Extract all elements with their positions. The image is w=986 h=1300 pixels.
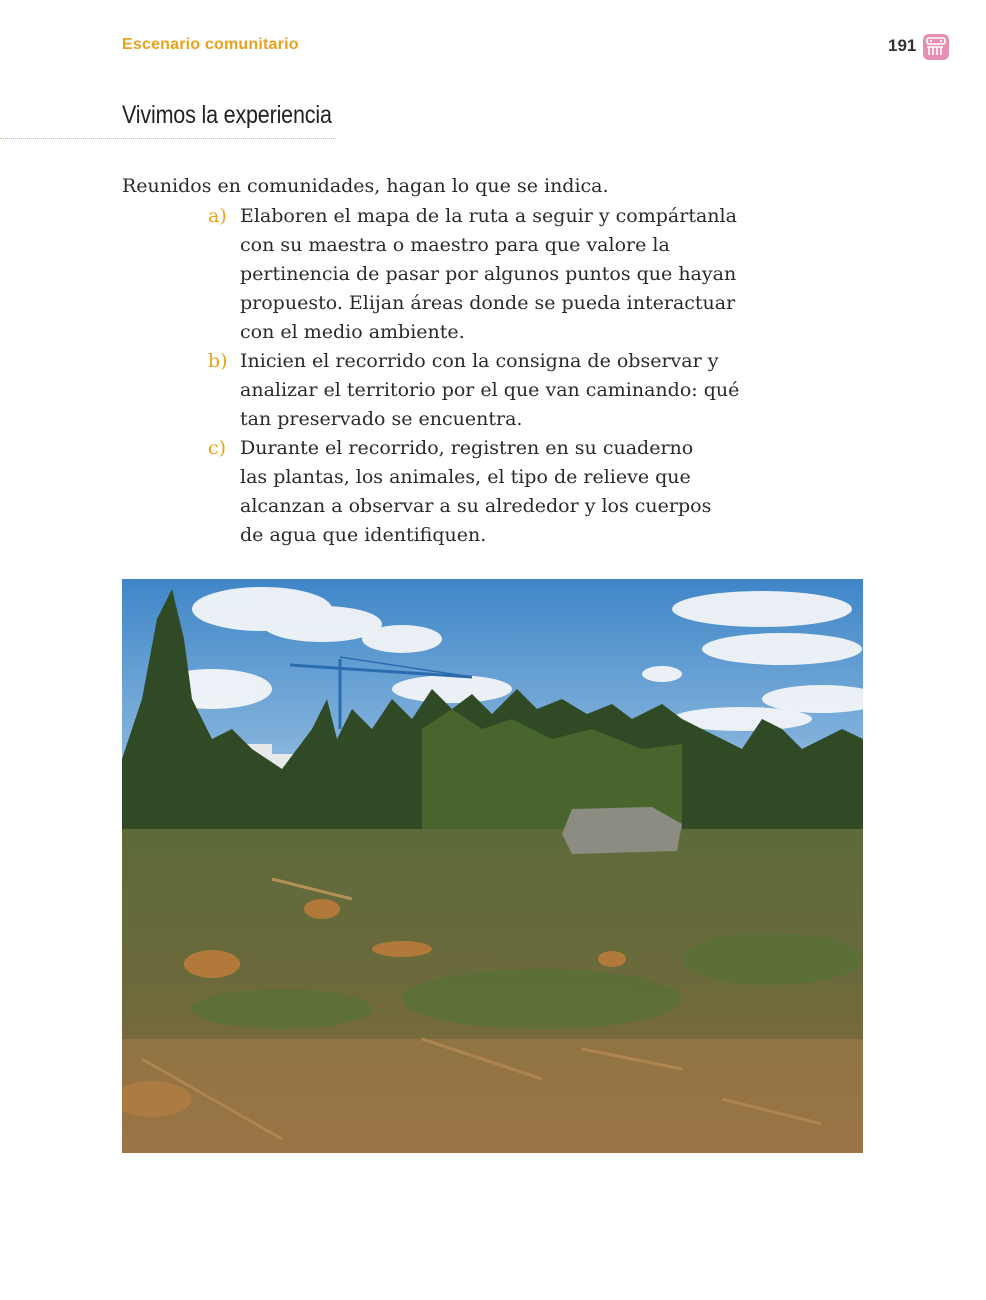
list-line: tan preservado se encuentra.	[240, 408, 523, 430]
list-line: pertinencia de pasar por algunos puntos que hayan	[240, 263, 737, 285]
activity-list	[208, 202, 788, 550]
list-line: con el medio ambiente.	[240, 321, 465, 343]
page-number: 191	[888, 36, 917, 55]
list-marker: c)	[208, 437, 227, 459]
list-line: propuesto. Elijan áreas donde se pueda interactuar	[240, 292, 736, 314]
header-scenario: Escenario comunitario	[122, 36, 299, 53]
section-title-rule	[0, 138, 336, 139]
list-line: con su maestra o maestro para que valore la	[240, 234, 670, 256]
list-line: de agua que identifiquen.	[240, 524, 487, 546]
list-item-a	[208, 202, 788, 347]
list-line: Durante el recorrido, registren en su cuaderno	[240, 437, 694, 459]
intro-paragraph: Reunidos en comunidades, hagan lo que se indica.	[122, 175, 609, 197]
list-line: las plantas, los animales, el tipo de relieve que	[240, 466, 691, 488]
deforested-field-photo	[122, 579, 863, 1153]
list-line: analizar el territorio por el que van caminando: qué	[240, 379, 740, 401]
list-line: Elaboren el mapa de la ruta a seguir y compártanla	[240, 205, 737, 227]
list-marker: b)	[208, 350, 228, 372]
section-title: Vivimos la experiencia	[122, 101, 332, 129]
list-marker: a)	[208, 205, 227, 227]
list-line: alcanzan a observar a su alrededor y los cuerpos	[240, 495, 712, 517]
list-item-b	[208, 347, 788, 434]
list-item-c	[208, 434, 788, 550]
list-line: Inicien el recorrido con la consigna de observar y	[240, 350, 719, 372]
glyph-icon	[922, 33, 950, 61]
